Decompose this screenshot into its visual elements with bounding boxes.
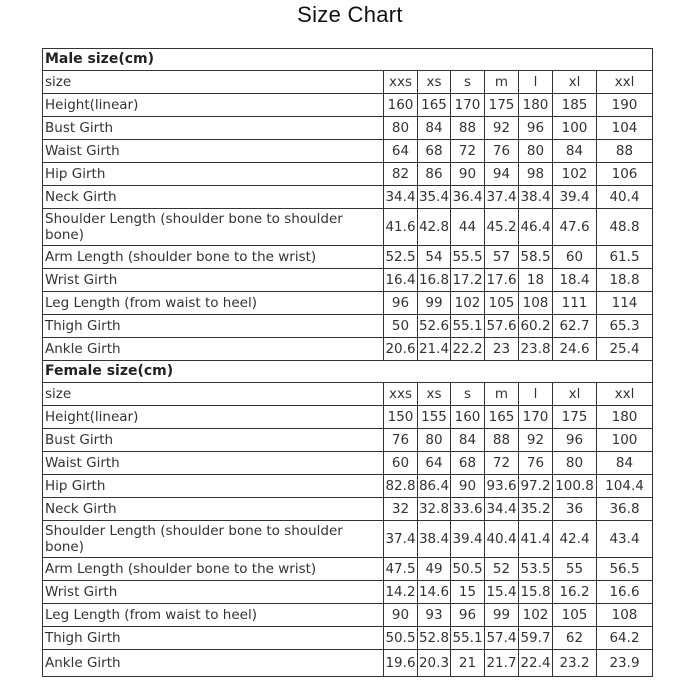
measurement-cell: 80 bbox=[418, 429, 451, 452]
measurement-cell: 180 bbox=[519, 94, 553, 117]
measurement-cell: 18 bbox=[519, 269, 553, 292]
measurement-cell: 170 bbox=[519, 406, 553, 429]
measurement-cell: 99 bbox=[485, 604, 519, 627]
measurement-cell: 60.2 bbox=[519, 315, 553, 338]
measurement-cell: 45.2 bbox=[485, 209, 519, 246]
measurement-cell: 39.4 bbox=[553, 186, 597, 209]
measurement-cell: 36.4 bbox=[451, 186, 485, 209]
measurement-cell: 47.6 bbox=[553, 209, 597, 246]
measurement-cell: 108 bbox=[597, 604, 653, 627]
measurement-cell: 42.8 bbox=[418, 209, 451, 246]
measurement-cell: 88 bbox=[485, 429, 519, 452]
measurement-cell: 86 bbox=[418, 163, 451, 186]
measurement-cell: 88 bbox=[597, 140, 653, 163]
row-label: Wrist Girth bbox=[43, 269, 384, 292]
table-row bbox=[43, 315, 653, 338]
measurement-cell: 52.8 bbox=[418, 627, 451, 650]
measurement-cell: 82 bbox=[384, 163, 418, 186]
measurement-cell: 64 bbox=[384, 140, 418, 163]
page-title: Size Chart bbox=[297, 2, 403, 27]
table-row bbox=[43, 475, 653, 498]
measurement-cell: 33.6 bbox=[451, 498, 485, 521]
measurement-cell: 102 bbox=[451, 292, 485, 315]
row-label: Leg Length (from waist to heel) bbox=[43, 292, 384, 315]
size-header-label: size bbox=[43, 383, 384, 406]
measurement-cell: 100 bbox=[597, 429, 653, 452]
measurement-cell: 64.2 bbox=[597, 627, 653, 650]
row-label: Thigh Girth bbox=[43, 627, 384, 650]
measurement-cell: 21.4 bbox=[418, 338, 451, 361]
measurement-cell: 43.4 bbox=[597, 521, 653, 558]
table-row bbox=[43, 246, 653, 269]
measurement-cell: 82.8 bbox=[384, 475, 418, 498]
size-header-cell: l bbox=[519, 383, 553, 406]
measurement-cell: 16.4 bbox=[384, 269, 418, 292]
measurement-cell: 65.3 bbox=[597, 315, 653, 338]
measurement-cell: 23.8 bbox=[519, 338, 553, 361]
measurement-cell: 37.4 bbox=[384, 521, 418, 558]
measurement-cell: 165 bbox=[485, 406, 519, 429]
measurement-cell: 15.8 bbox=[519, 581, 553, 604]
measurement-cell: 76 bbox=[485, 140, 519, 163]
measurement-cell: 14.6 bbox=[418, 581, 451, 604]
measurement-cell: 90 bbox=[451, 163, 485, 186]
measurement-cell: 102 bbox=[553, 163, 597, 186]
row-label: Wrist Girth bbox=[43, 581, 384, 604]
measurement-cell: 20.6 bbox=[384, 338, 418, 361]
measurement-cell: 53.5 bbox=[519, 558, 553, 581]
row-label: Waist Girth bbox=[43, 452, 384, 475]
measurement-cell: 59.7 bbox=[519, 627, 553, 650]
measurement-cell: 20.3 bbox=[418, 650, 451, 677]
measurement-cell: 84 bbox=[553, 140, 597, 163]
row-label: Leg Length (from waist to heel) bbox=[43, 604, 384, 627]
measurement-cell: 55.5 bbox=[451, 246, 485, 269]
measurement-cell: 155 bbox=[418, 406, 451, 429]
size-header-cell: m bbox=[485, 383, 519, 406]
measurement-cell: 160 bbox=[451, 406, 485, 429]
size-header-cell: xl bbox=[553, 71, 597, 94]
measurement-cell: 150 bbox=[384, 406, 418, 429]
table-row bbox=[43, 581, 653, 604]
measurement-cell: 80 bbox=[384, 117, 418, 140]
measurement-cell: 97.2 bbox=[519, 475, 553, 498]
row-label: Hip Girth bbox=[43, 163, 384, 186]
measurement-cell: 93.6 bbox=[485, 475, 519, 498]
measurement-cell: 64 bbox=[418, 452, 451, 475]
table-row bbox=[43, 406, 653, 429]
measurement-cell: 104.4 bbox=[597, 475, 653, 498]
measurement-cell: 60 bbox=[384, 452, 418, 475]
size-header-cell: s bbox=[451, 383, 485, 406]
measurement-cell: 36.8 bbox=[597, 498, 653, 521]
table-row bbox=[43, 338, 653, 361]
table-row bbox=[43, 94, 653, 117]
measurement-cell: 106 bbox=[597, 163, 653, 186]
measurement-cell: 35.4 bbox=[418, 186, 451, 209]
measurement-cell: 96 bbox=[519, 117, 553, 140]
size-header-cell: xl bbox=[553, 383, 597, 406]
table-row bbox=[43, 627, 653, 650]
measurement-cell: 68 bbox=[451, 452, 485, 475]
measurement-cell: 15.4 bbox=[485, 581, 519, 604]
measurement-cell: 41.6 bbox=[384, 209, 418, 246]
measurement-cell: 50.5 bbox=[384, 627, 418, 650]
measurement-cell: 180 bbox=[597, 406, 653, 429]
measurement-cell: 49 bbox=[418, 558, 451, 581]
measurement-cell: 76 bbox=[519, 452, 553, 475]
row-label: Waist Girth bbox=[43, 140, 384, 163]
measurement-cell: 90 bbox=[384, 604, 418, 627]
measurement-cell: 98 bbox=[519, 163, 553, 186]
measurement-cell: 80 bbox=[553, 452, 597, 475]
measurement-cell: 105 bbox=[485, 292, 519, 315]
measurement-cell: 22.2 bbox=[451, 338, 485, 361]
male-section-heading: Male size(cm) bbox=[43, 49, 653, 71]
measurement-cell: 62 bbox=[553, 627, 597, 650]
table-row bbox=[43, 117, 653, 140]
measurement-cell: 17.6 bbox=[485, 269, 519, 292]
measurement-cell: 96 bbox=[384, 292, 418, 315]
size-header-cell: xxs bbox=[384, 383, 418, 406]
measurement-cell: 57 bbox=[485, 246, 519, 269]
measurement-cell: 34.4 bbox=[384, 186, 418, 209]
size-header-cell: l bbox=[519, 71, 553, 94]
size-header-cell: xxl bbox=[597, 383, 653, 406]
measurement-cell: 55 bbox=[553, 558, 597, 581]
measurement-cell: 94 bbox=[485, 163, 519, 186]
measurement-cell: 35.2 bbox=[519, 498, 553, 521]
measurement-cell: 38.4 bbox=[519, 186, 553, 209]
measurement-cell: 18.4 bbox=[553, 269, 597, 292]
measurement-cell: 99 bbox=[418, 292, 451, 315]
table-row bbox=[43, 650, 653, 677]
measurement-cell: 80 bbox=[519, 140, 553, 163]
row-label: Arm Length (shoulder bone to the wrist) bbox=[43, 558, 384, 581]
table-row bbox=[43, 452, 653, 475]
measurement-cell: 38.4 bbox=[418, 521, 451, 558]
measurement-cell: 57.4 bbox=[485, 627, 519, 650]
row-label: Ankle Girth bbox=[43, 650, 384, 677]
measurement-cell: 25.4 bbox=[597, 338, 653, 361]
table-row bbox=[43, 140, 653, 163]
measurement-cell: 90 bbox=[451, 475, 485, 498]
measurement-cell: 23.2 bbox=[553, 650, 597, 677]
measurement-cell: 108 bbox=[519, 292, 553, 315]
row-label: Height(linear) bbox=[43, 406, 384, 429]
measurement-cell: 160 bbox=[384, 94, 418, 117]
measurement-cell: 93 bbox=[418, 604, 451, 627]
measurement-cell: 72 bbox=[485, 452, 519, 475]
measurement-cell: 55.1 bbox=[451, 315, 485, 338]
measurement-cell: 76 bbox=[384, 429, 418, 452]
measurement-cell: 170 bbox=[451, 94, 485, 117]
measurement-cell: 58.5 bbox=[519, 246, 553, 269]
measurement-cell: 72 bbox=[451, 140, 485, 163]
measurement-cell: 86.4 bbox=[418, 475, 451, 498]
measurement-cell: 96 bbox=[451, 604, 485, 627]
measurement-cell: 19.6 bbox=[384, 650, 418, 677]
measurement-cell: 52.5 bbox=[384, 246, 418, 269]
measurement-cell: 60 bbox=[553, 246, 597, 269]
size-header-cell: xxs bbox=[384, 71, 418, 94]
measurement-cell: 92 bbox=[519, 429, 553, 452]
measurement-cell: 23.9 bbox=[597, 650, 653, 677]
measurement-cell: 23 bbox=[485, 338, 519, 361]
measurement-cell: 105 bbox=[553, 604, 597, 627]
measurement-cell: 15 bbox=[451, 581, 485, 604]
measurement-cell: 32.8 bbox=[418, 498, 451, 521]
measurement-cell: 56.5 bbox=[597, 558, 653, 581]
row-label: Ankle Girth bbox=[43, 338, 384, 361]
measurement-cell: 61.5 bbox=[597, 246, 653, 269]
measurement-cell: 96 bbox=[553, 429, 597, 452]
size-header-label: size bbox=[43, 71, 384, 94]
row-label: Bust Girth bbox=[43, 117, 384, 140]
measurement-cell: 48.8 bbox=[597, 209, 653, 246]
table-row bbox=[43, 269, 653, 292]
measurement-cell: 21 bbox=[451, 650, 485, 677]
measurement-cell: 17.2 bbox=[451, 269, 485, 292]
measurement-cell: 21.7 bbox=[485, 650, 519, 677]
table-row bbox=[43, 186, 653, 209]
measurement-cell: 185 bbox=[553, 94, 597, 117]
measurement-cell: 50.5 bbox=[451, 558, 485, 581]
size-header-cell: m bbox=[485, 71, 519, 94]
measurement-cell: 55.1 bbox=[451, 627, 485, 650]
row-label: Thigh Girth bbox=[43, 315, 384, 338]
measurement-cell: 39.4 bbox=[451, 521, 485, 558]
measurement-cell: 44 bbox=[451, 209, 485, 246]
female-section-heading: Female size(cm) bbox=[43, 361, 653, 383]
measurement-cell: 68 bbox=[418, 140, 451, 163]
measurement-cell: 175 bbox=[553, 406, 597, 429]
size-header-cell: xs bbox=[418, 71, 451, 94]
measurement-cell: 88 bbox=[451, 117, 485, 140]
table-row bbox=[43, 429, 653, 452]
size-header-cell: xxl bbox=[597, 71, 653, 94]
measurement-cell: 40.4 bbox=[597, 186, 653, 209]
row-label: Neck Girth bbox=[43, 186, 384, 209]
measurement-cell: 175 bbox=[485, 94, 519, 117]
measurement-cell: 57.6 bbox=[485, 315, 519, 338]
measurement-cell: 190 bbox=[597, 94, 653, 117]
size-header-cell: s bbox=[451, 71, 485, 94]
measurement-cell: 50 bbox=[384, 315, 418, 338]
row-label: Shoulder Length (shoulder bone to shoulder bone) bbox=[43, 521, 384, 558]
measurement-cell: 16.2 bbox=[553, 581, 597, 604]
measurement-cell: 40.4 bbox=[485, 521, 519, 558]
table-row bbox=[43, 163, 653, 186]
row-label: Hip Girth bbox=[43, 475, 384, 498]
measurement-cell: 24.6 bbox=[553, 338, 597, 361]
measurement-cell: 100 bbox=[553, 117, 597, 140]
measurement-cell: 32 bbox=[384, 498, 418, 521]
measurement-cell: 84 bbox=[418, 117, 451, 140]
measurement-cell: 52.6 bbox=[418, 315, 451, 338]
measurement-cell: 18.8 bbox=[597, 269, 653, 292]
female-size-header-row bbox=[43, 383, 653, 406]
table-row bbox=[43, 209, 653, 246]
measurement-cell: 46.4 bbox=[519, 209, 553, 246]
measurement-cell: 16.6 bbox=[597, 581, 653, 604]
measurement-cell: 47.5 bbox=[384, 558, 418, 581]
measurement-cell: 37.4 bbox=[485, 186, 519, 209]
table-row bbox=[43, 558, 653, 581]
measurement-cell: 100.8 bbox=[553, 475, 597, 498]
row-label: Arm Length (shoulder bone to the wrist) bbox=[43, 246, 384, 269]
measurement-cell: 84 bbox=[597, 452, 653, 475]
row-label: Height(linear) bbox=[43, 94, 384, 117]
row-label: Bust Girth bbox=[43, 429, 384, 452]
measurement-cell: 102 bbox=[519, 604, 553, 627]
measurement-cell: 34.4 bbox=[485, 498, 519, 521]
male-section-heading-row bbox=[43, 49, 653, 71]
table-row bbox=[43, 604, 653, 627]
size-header-cell: xs bbox=[418, 383, 451, 406]
measurement-cell: 111 bbox=[553, 292, 597, 315]
measurement-cell: 84 bbox=[451, 429, 485, 452]
measurement-cell: 62.7 bbox=[553, 315, 597, 338]
measurement-cell: 165 bbox=[418, 94, 451, 117]
measurement-cell: 114 bbox=[597, 292, 653, 315]
measurement-cell: 54 bbox=[418, 246, 451, 269]
measurement-cell: 16.8 bbox=[418, 269, 451, 292]
measurement-cell: 36 bbox=[553, 498, 597, 521]
row-label: Neck Girth bbox=[43, 498, 384, 521]
measurement-cell: 14.2 bbox=[384, 581, 418, 604]
measurement-cell: 41.4 bbox=[519, 521, 553, 558]
measurement-cell: 52 bbox=[485, 558, 519, 581]
row-label: Shoulder Length (shoulder bone to shoulder bone) bbox=[43, 209, 384, 246]
table-row bbox=[43, 292, 653, 315]
measurement-cell: 104 bbox=[597, 117, 653, 140]
table-row bbox=[43, 498, 653, 521]
male-size-header-row bbox=[43, 71, 653, 94]
female-section-heading-row bbox=[43, 361, 653, 383]
measurement-cell: 92 bbox=[485, 117, 519, 140]
table-row bbox=[43, 521, 653, 558]
measurement-cell: 22.4 bbox=[519, 650, 553, 677]
size-chart-table bbox=[42, 48, 653, 677]
measurement-cell: 42.4 bbox=[553, 521, 597, 558]
